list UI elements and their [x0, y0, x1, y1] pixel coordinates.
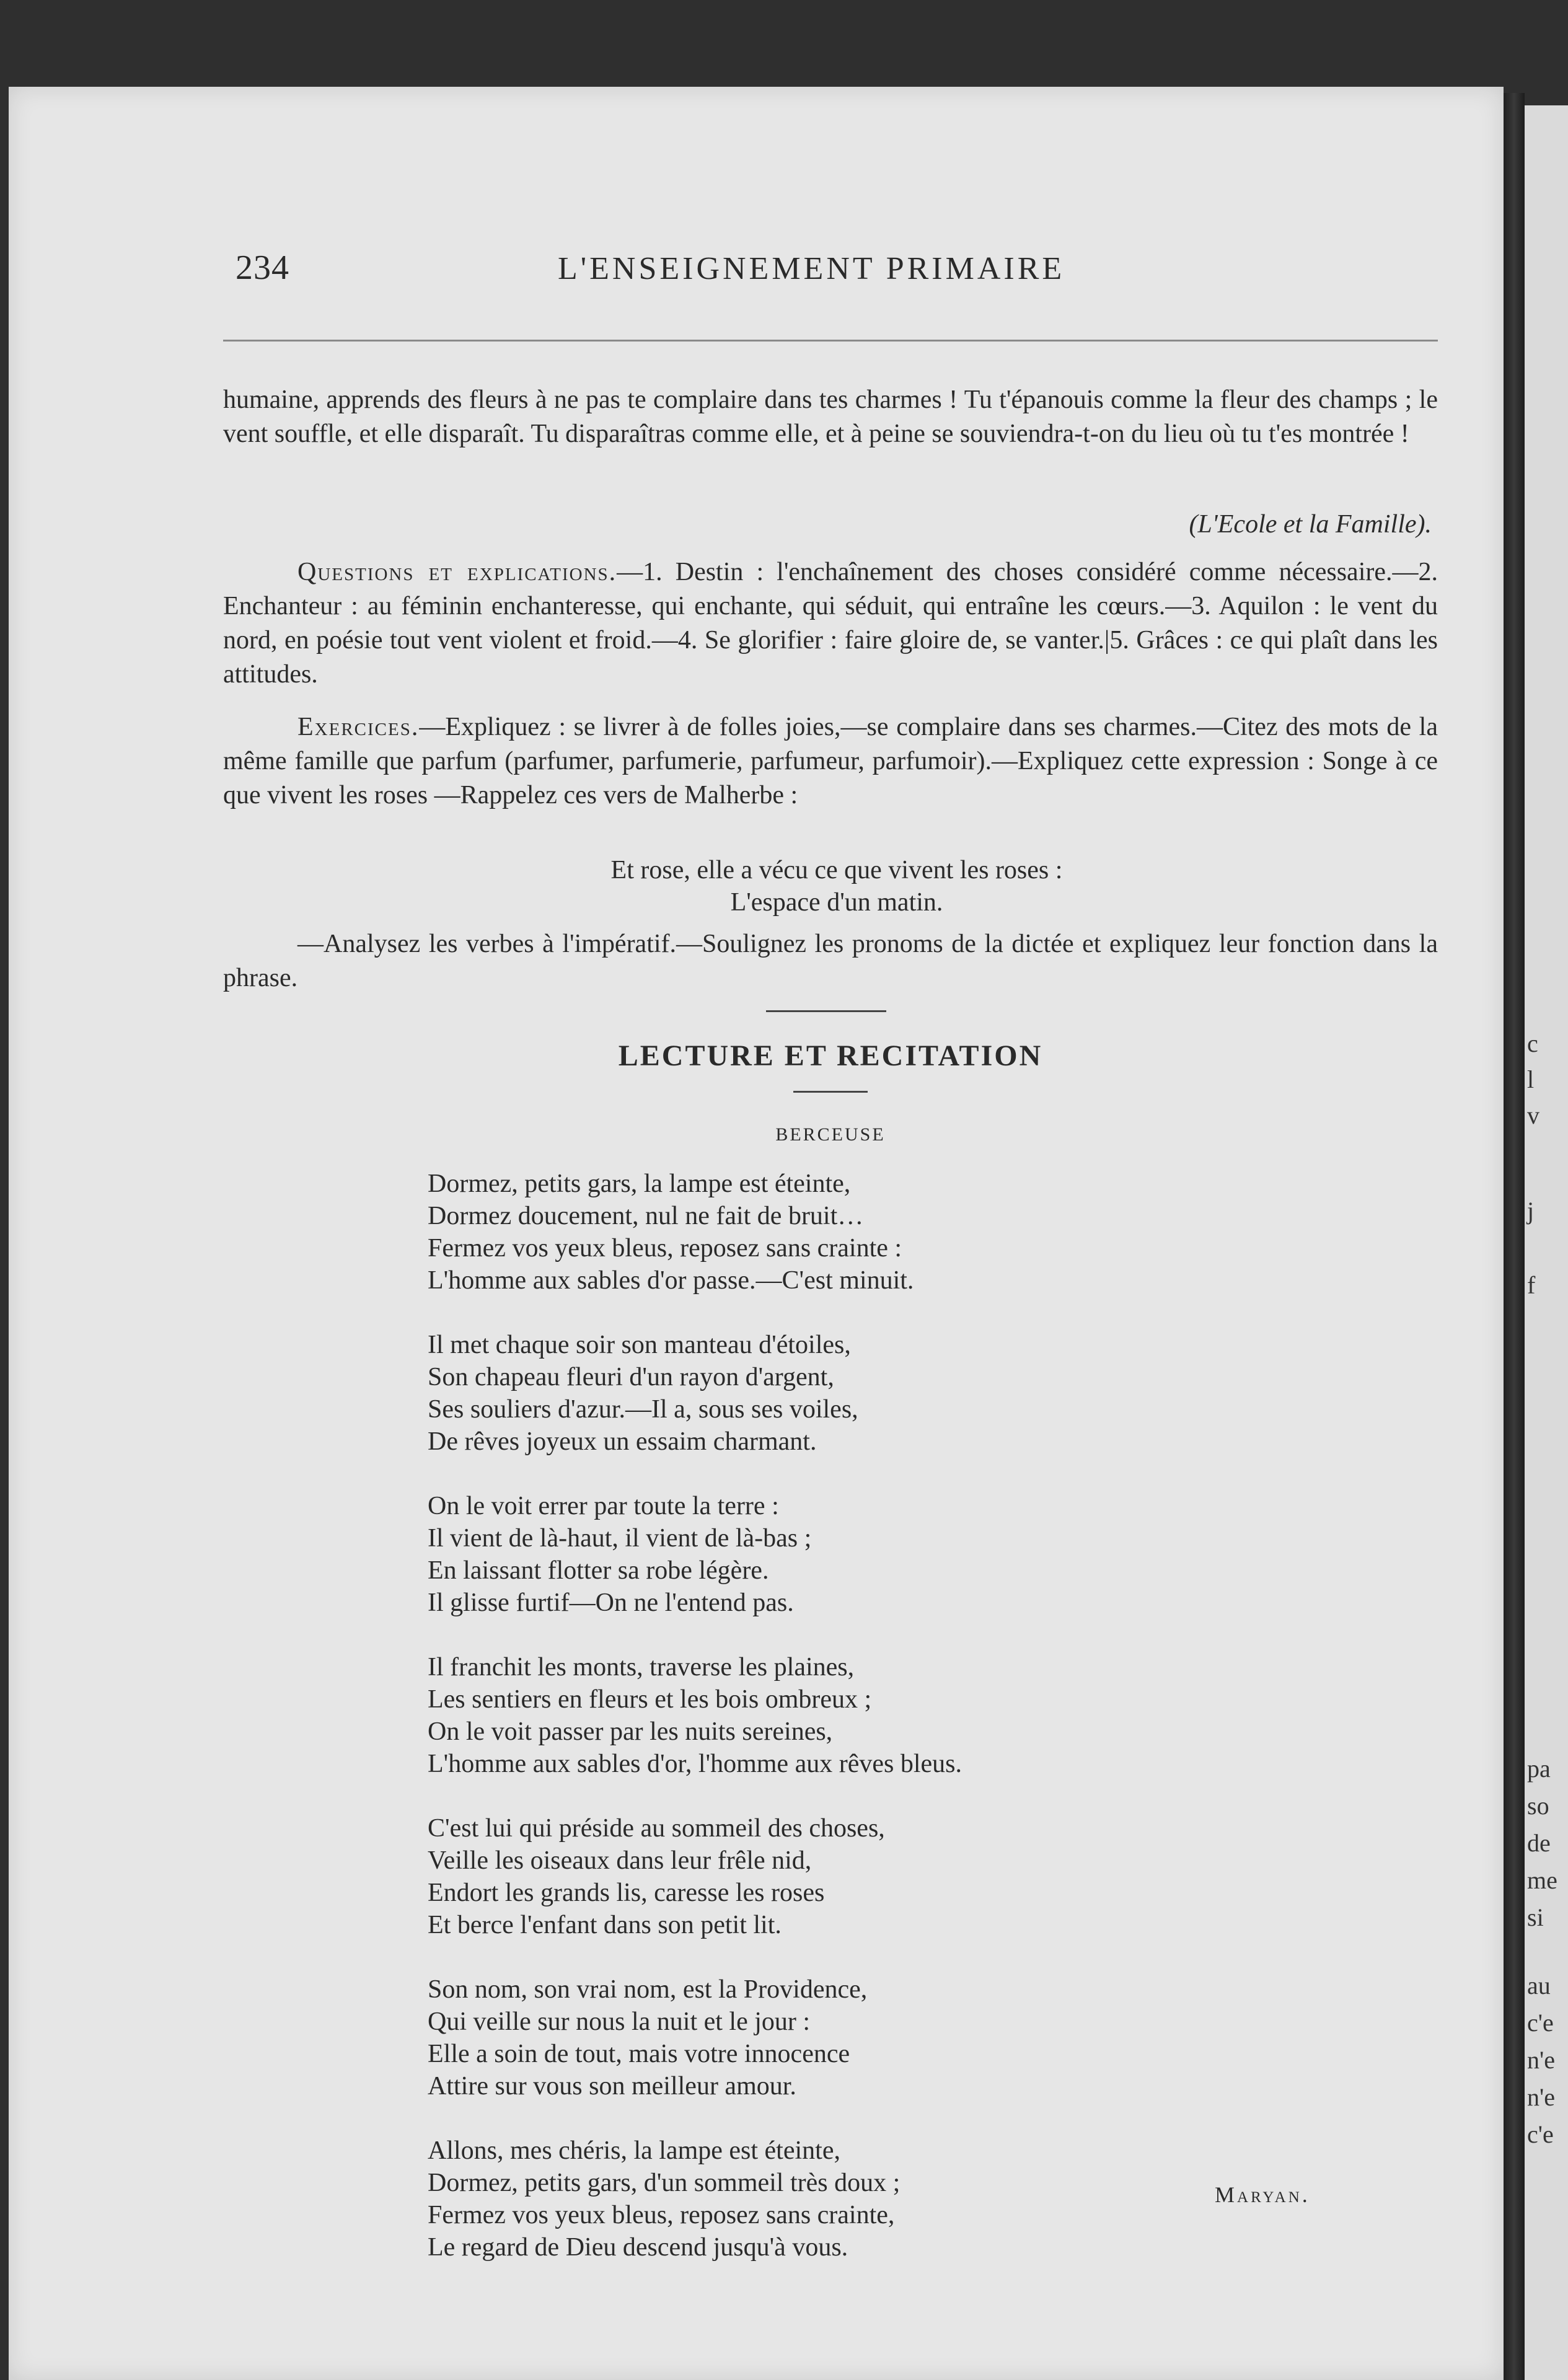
poem-title: BERCEUSE: [775, 1124, 886, 1145]
stanza: [428, 1168, 1295, 1297]
poem-line: Dormez, petits gars, d'un sommeil très doux ;: [428, 2169, 901, 2197]
exercices-closing: —Analysez les verbes à l'impératif.—Soulignez les pronoms de la dictée et expliquez leur fonction dans la phrase.: [223, 930, 1438, 992]
facing-page-fragment: pa: [1527, 1755, 1551, 1783]
facing-page-fragment: n'e: [1527, 2083, 1555, 2111]
facing-page-fragment: me: [1527, 1866, 1557, 1894]
poem-line: Son nom, son vrai nom, est la Providence,: [428, 1975, 868, 2004]
poem-line: Veille les oiseaux dans leur frêle nid,: [428, 1846, 812, 1875]
questions-text: —1. Destin : l'enchaînement des choses considéré comme nécessaire.—2. Enchanteur : au féminin enchanteresse, qui enchante, qui séduit, qui entraîne les cœurs.—3. Aquilon : le vent du nord, en poésie tout vent violent et froid.—4. Se glorifier : faire gloire de, se vanter.|5. Grâces : ce qui plaît dans les attitudes.: [223, 558, 1438, 689]
facing-page-fragment: l: [1527, 1065, 1535, 1093]
facing-page-fragment: c'e: [1527, 2120, 1554, 2148]
stanza: [428, 2135, 1295, 2263]
poem-line: Fermez vos yeux bleus, reposez sans crainte,: [428, 2201, 895, 2229]
page-number: 234: [236, 249, 289, 287]
poem: [428, 1168, 1295, 2296]
poem-line: Il glisse furtif—On ne l'entend pas.: [428, 1589, 794, 1617]
stanza: [428, 1973, 1295, 2102]
malherbe-verse-2: L'espace d'un matin.: [730, 888, 943, 917]
facing-page-edge: [1525, 105, 1568, 2380]
facing-page-fragment: f: [1527, 1271, 1536, 1299]
poem-line: Le regard de Dieu descend jusqu'à vous.: [428, 2233, 848, 2262]
poem-line: L'homme aux sables d'or, l'homme aux rêves bleus.: [428, 1750, 962, 1778]
exercices-paragraph: [223, 710, 1438, 813]
poem-line: Dormez doucement, nul ne fait de bruit…: [428, 1202, 864, 1230]
facing-page-fragment: n'e: [1527, 2046, 1555, 2074]
poem-line: Dormez, petits gars, la lampe est éteinte,: [428, 1170, 851, 1198]
poem-line: C'est lui qui préside au sommeil des choses,: [428, 1814, 885, 1843]
poem-line: Il met chaque soir son manteau d'étoiles,: [428, 1331, 851, 1359]
poem-line: En laissant flotter sa robe légère.: [428, 1556, 769, 1585]
poem-line: Fermez vos yeux bleus, reposez sans crainte :: [428, 1234, 902, 1263]
facing-page-fragment: so: [1527, 1792, 1549, 1820]
poem-line: Et berce l'enfant dans son petit lit.: [428, 1911, 782, 1939]
page-header: [236, 248, 1438, 291]
header-rule: [223, 340, 1438, 342]
poem-line: Son chapeau fleuri d'un rayon d'argent,: [428, 1363, 834, 1391]
poem-author: Maryan.: [1215, 2182, 1310, 2207]
title-underline: [793, 1091, 868, 1093]
facing-page-fragment: j: [1527, 1197, 1535, 1225]
poem-line: De rêves joyeux un essaim charmant.: [428, 1427, 817, 1456]
poem-line: Qui veille sur nous la nuit et le jour :: [428, 2008, 811, 2036]
poem-line: Allons, mes chéris, la lampe est éteinte,: [428, 2136, 840, 2165]
section-title: LECTURE ET RECITATION: [618, 1039, 1043, 1072]
poem-line: Attire sur vous son meilleur amour.: [428, 2072, 796, 2100]
poem-line: Endort les grands lis, caresse les roses: [428, 1879, 825, 1907]
questions-heading: Questions et explications.: [297, 558, 617, 586]
book-gutter: [1504, 93, 1525, 2380]
poem-line: On le voit errer par toute la terre :: [428, 1492, 779, 1520]
stanza: [428, 1812, 1295, 1941]
stanza: [428, 1651, 1295, 1780]
poem-line: Les sentiers en fleurs et les bois ombreux ;: [428, 1685, 872, 1714]
malherbe-verse-1: Et rose, elle a vécu ce que vivent les roses :: [610, 856, 1063, 884]
running-title: L'ENSEIGNEMENT PRIMAIRE: [558, 251, 1065, 286]
stanza: [428, 1329, 1295, 1458]
poem-line: Elle a soin de tout, mais votre innocence: [428, 2040, 850, 2068]
facing-page-fragment: c: [1527, 1029, 1538, 1057]
facing-page-fragment: de: [1527, 1829, 1551, 1857]
facing-page-fragment: c'e: [1527, 2009, 1554, 2037]
questions-paragraph: [223, 555, 1438, 692]
exercices-text: —Expliquez : se livrer à de folles joies,—se complaire dans ses charmes.—Citez des mots de la même famille que parfum (parfumer, parfumerie, parfumeur, parfumoir).—Expliquez cette expression : Songe à ce que vivent les roses —Rappelez ces vers de Malherbe :: [223, 713, 1438, 809]
poem-line: Ses souliers d'azur.—Il a, sous ses voiles,: [428, 1395, 858, 1424]
facing-page-fragment: au: [1527, 1972, 1551, 1999]
poem-line: On le voit passer par les nuits sereines,: [428, 1717, 833, 1746]
stanza: [428, 1490, 1295, 1619]
poem-line: Il franchit les monts, traverse les plaines,: [428, 1653, 855, 1681]
facing-page-fragment: si: [1527, 1903, 1544, 1931]
intro-paragraph: humaine, apprends des fleurs à ne pas te complaire dans tes charmes ! Tu t'épanouis comme la fleur des champs ; le vent souffle, et elle disparaît. Tu disparaîtras comme elle, et à peine se souviendra-t-on du lieu où tu t'es montrée !: [223, 386, 1438, 448]
section-separator: [766, 1010, 886, 1012]
poem-line: L'homme aux sables d'or passe.—C'est minuit.: [428, 1266, 914, 1295]
poem-line: Il vient de là-haut, il vient de là-bas ;: [428, 1524, 812, 1553]
exercices-heading: Exercices.: [297, 713, 420, 741]
source-credit: (L'Ecole et la Famille).: [1189, 510, 1432, 539]
facing-page-fragment: v: [1527, 1101, 1539, 1129]
